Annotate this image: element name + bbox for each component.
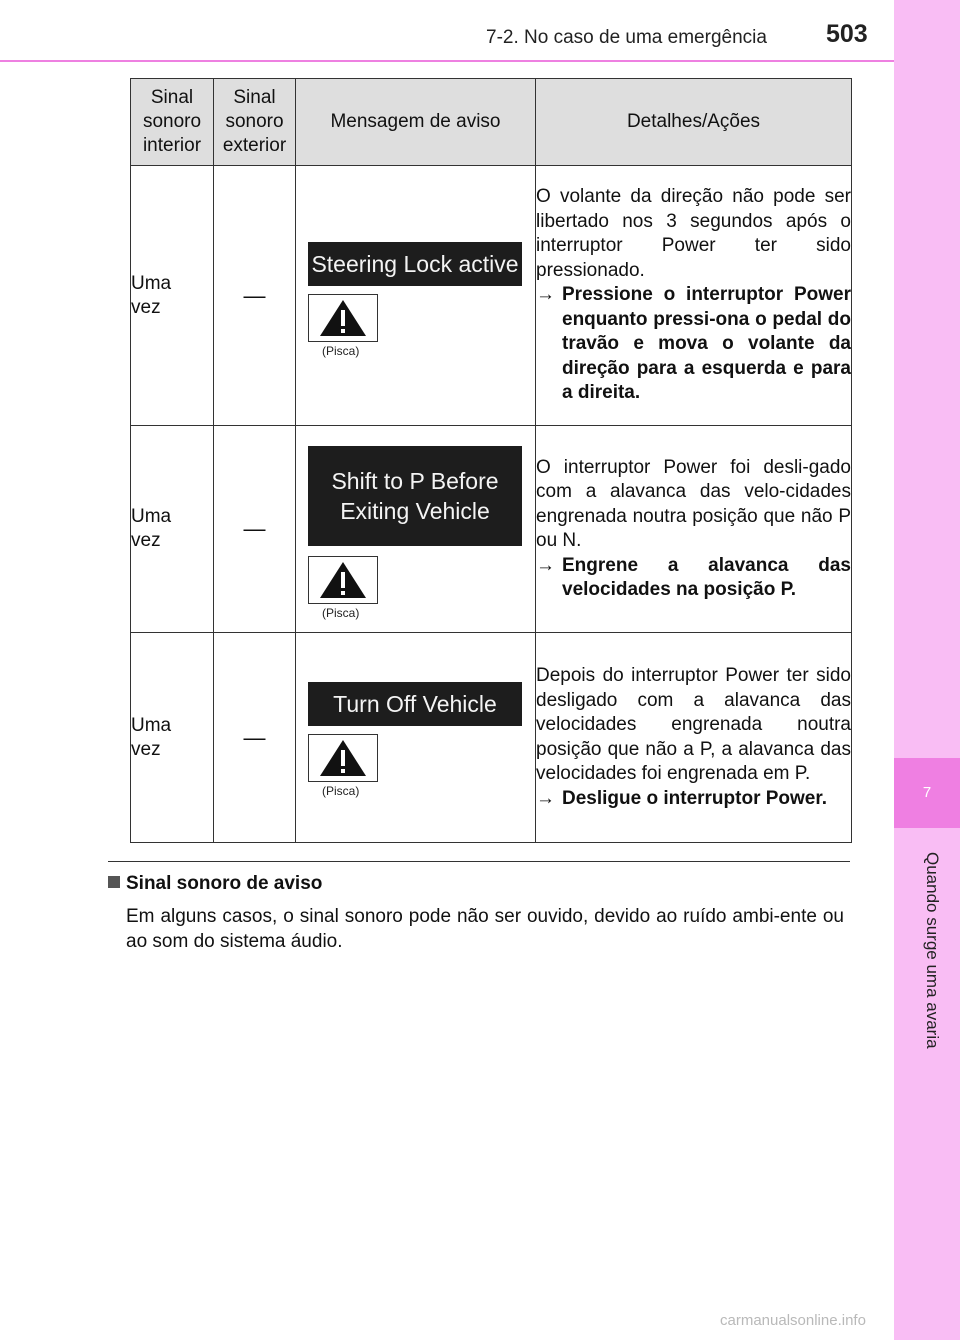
exterior-beep-cell: —: [214, 633, 296, 843]
interior-beep-cell: Uma vez: [131, 633, 214, 843]
section-divider: [108, 861, 850, 862]
note-heading: [108, 873, 322, 895]
column-header: Detalhes/Ações: [536, 79, 852, 166]
flash-label: (Pisca): [322, 606, 360, 620]
header-divider: [0, 60, 894, 62]
column-header: Mensagem de aviso: [296, 79, 536, 166]
action-line: [536, 787, 851, 812]
exterior-beep-cell: —: [214, 166, 296, 426]
section-title: 7-2. No caso de uma emergência: [486, 27, 767, 48]
details-cell: [536, 166, 852, 426]
flash-label: (Pisca): [322, 784, 360, 798]
warning-table: [130, 78, 852, 843]
action-line: [536, 554, 851, 603]
watermark: carmanualsonline.info: [720, 1312, 866, 1329]
warning-message-display: Steering Lock active: [308, 242, 522, 286]
arrow-icon: →: [536, 554, 555, 576]
chapter-number: 7: [894, 758, 960, 828]
table-row: [131, 633, 852, 843]
table-row: [131, 166, 852, 426]
page-number: 503: [826, 20, 868, 48]
warning-message-display: Shift to P Before Exiting Vehicle: [308, 446, 522, 546]
side-tab: [894, 0, 960, 1340]
warning-message-display: Turn Off Vehicle: [308, 682, 522, 726]
flash-label: (Pisca): [322, 344, 360, 358]
column-header: Sinal sonoro exterior: [214, 79, 296, 166]
exterior-beep-cell: —: [214, 426, 296, 633]
action-text: Engrene a alavanca das velocidades na posição P.: [562, 554, 851, 600]
details-text: O volante da direção não pode ser libertado nos 3 segundos após o interruptor Power ter sido pressionado.: [536, 186, 851, 281]
message-cell: [296, 166, 536, 426]
action-text: Pressione o interruptor Power enquanto pressi-ona o pedal do travão e mova o volante da direção para a esquerda e para a direita.: [562, 284, 851, 404]
table-header-row: [131, 79, 852, 166]
interior-beep-cell: Uma vez: [131, 426, 214, 633]
interior-beep-cell: Uma vez: [131, 166, 214, 426]
arrow-icon: →: [536, 284, 555, 306]
details-text: O interruptor Power foi desli-gado com a alavanca das velo-cidades engrenada noutra posição que não P ou N.: [536, 456, 851, 551]
note-body: Em alguns casos, o sinal sonoro pode não ser ouvido, devido ao ruído ambi-ente ou ao som do sistema áudio.: [126, 906, 844, 952]
column-header: Sinal sonoro interior: [131, 79, 214, 166]
message-cell: [296, 633, 536, 843]
details-text: Depois do interruptor Power ter sido desligado com a alavanca das velocidades engrenada noutra posição que não a P, a alavanca das velocidades foi engrenada em P.: [536, 665, 851, 784]
action-text: Desligue o interruptor Power.: [562, 787, 827, 809]
warning-triangle-icon: [308, 734, 378, 782]
note-title-text: Sinal sonoro de aviso: [126, 873, 323, 894]
warning-triangle-icon: [308, 556, 378, 604]
table-row: [131, 426, 852, 633]
chapter-title: Quando surge uma avaria: [923, 852, 942, 1049]
message-cell: [296, 426, 536, 633]
details-cell: [536, 633, 852, 843]
details-cell: [536, 426, 852, 633]
arrow-icon: →: [536, 787, 555, 809]
warning-triangle-icon: [308, 294, 378, 342]
action-line: [536, 283, 851, 406]
square-bullet-icon: [108, 876, 120, 888]
